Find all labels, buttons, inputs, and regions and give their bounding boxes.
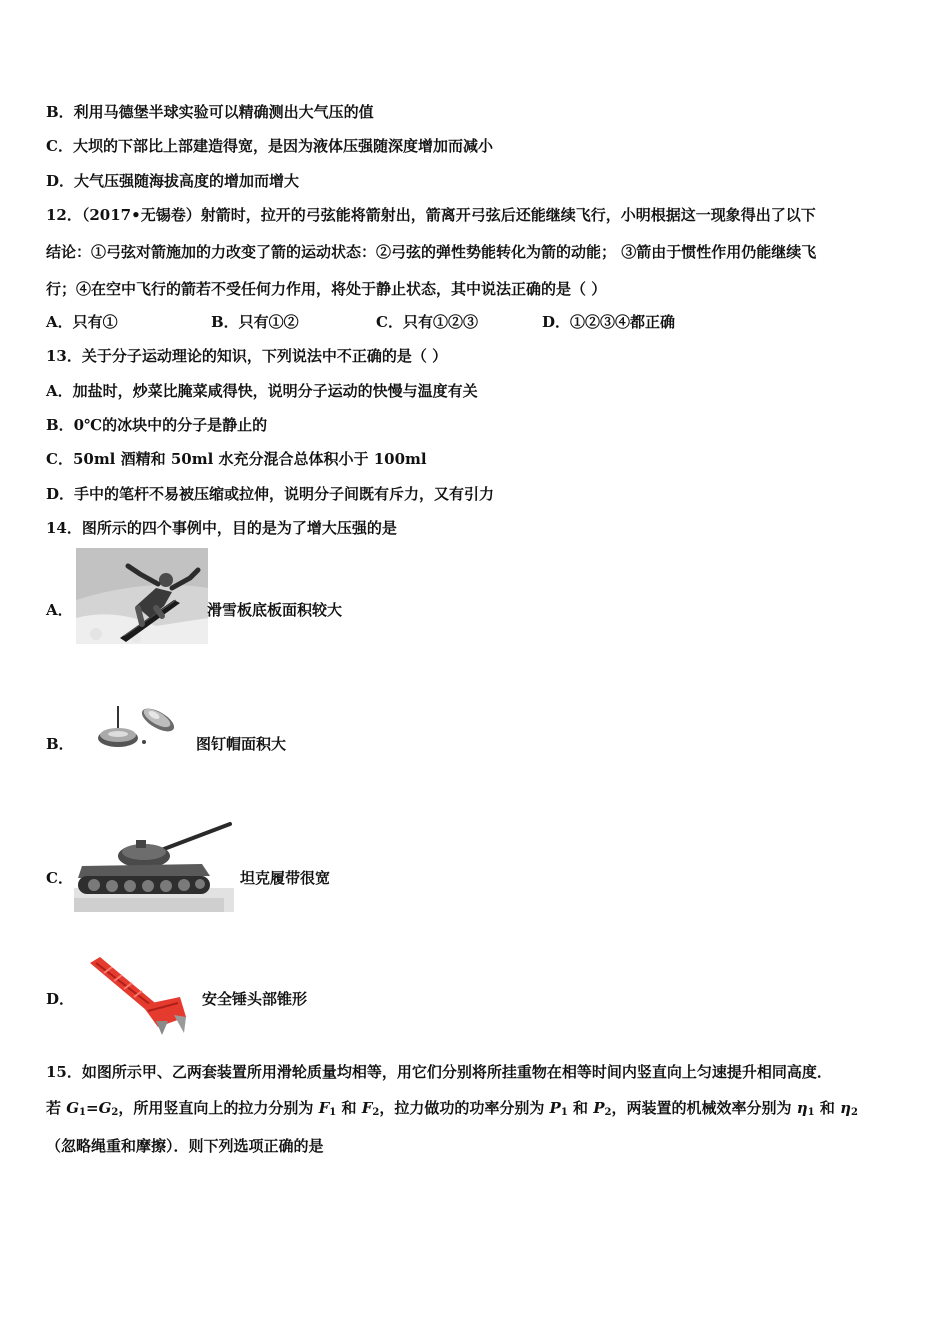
- q14-label-d: D．: [46, 990, 75, 1008]
- q14-caption-c: 坦克履带很宽: [240, 869, 331, 887]
- q14-stem: 14．图所示的四个事例中，目的是为了增大压强的是: [46, 519, 397, 537]
- q13-option-a: A．加盐时，炒菜比腌菜咸得快，说明分子运动的快慢与温度有关: [46, 382, 478, 400]
- q12-option-a: A．只有①: [46, 313, 118, 331]
- q14-caption-d: 安全锤头部锥形: [202, 990, 308, 1008]
- q11-option-d: D．大气压强随海拔高度的增加而增大: [46, 172, 300, 190]
- q12-stem-line1: 12．（2017•无锡卷）射箭时，拉开的弓弦能将箭射出，箭离开弓弦后还能继续飞行，小明根据这一现象得出了以下: [46, 206, 816, 224]
- tank-image: [74, 820, 234, 912]
- q14-label-b: B．: [46, 735, 74, 753]
- symbol-p2: P: [593, 1099, 605, 1117]
- q13-option-b: B．0℃的冰块中的分子是静止的: [46, 416, 268, 434]
- q12-option-b: B．只有①②: [211, 313, 299, 331]
- q13-stem: 13．关于分子运动理论的知识，下列说法中不正确的是（ ）: [46, 347, 448, 365]
- q14-label-a: A．: [46, 601, 73, 619]
- q15-stem-line2: 若 $G_1=G_2$，所用竖直向上的拉力分别为 $F_1$ 和 $F_2$，拉力做功的功率分别为 $P_1$ 和 $P_2$，两装置的机械效率分别为 $\eta_1$ 和 $\eta_2$: [46, 1099, 858, 1118]
- safety-hammer-image: [86, 955, 196, 1035]
- q15-stem-line3: （忽略绳重和摩擦）．则下列选项正确的是: [46, 1137, 324, 1155]
- symbol-eta2: η: [840, 1099, 851, 1117]
- q11-option-c: C．大坝的下部比上部建造得宽，是因为液体压强随深度增加而减小: [46, 137, 493, 155]
- q12-stem-line3: 行；④在空中飞行的箭若不受任何力作用，将处于静止状态，其中说法正确的是（ ）: [46, 280, 607, 298]
- symbol-f2: F: [361, 1099, 373, 1117]
- q11-option-b: B．利用马德堡半球实验可以精确测出大气压的值: [46, 103, 374, 121]
- q14-label-c: C．: [46, 869, 73, 887]
- q12-options: [46, 312, 746, 332]
- symbol-g2: G: [98, 1099, 112, 1117]
- q13-option-d: D．手中的笔杆不易被压缩或拉伸，说明分子间既有斥力，又有引力: [46, 485, 495, 503]
- q12-stem-line2: 结论：①弓弦对箭施加的力改变了箭的运动状态：②弓弦的弹性势能转化为箭的动能； ③箭由于惯性作用仍能继续飞: [46, 243, 817, 261]
- thumbtack-image: [96, 700, 182, 752]
- q15-stem-line1: 15．如图所示甲、乙两套装置所用滑轮质量均相等，用它们分别将所挂重物在相等时间内竖直向上匀速提升相同高度．: [46, 1063, 832, 1081]
- snowboarder-image: [76, 548, 208, 644]
- symbol-f1: F: [318, 1099, 330, 1117]
- symbol-g1: G: [66, 1099, 80, 1117]
- q13-option-c: C．50ml 酒精和 50ml 水充分混合总体积小于 100ml: [46, 450, 427, 468]
- q14-caption-b: 图钉帽面积大: [196, 735, 287, 753]
- q12-option-c: C．只有①②③: [376, 313, 478, 331]
- q14-caption-a: 滑雪板底板面积较大: [207, 601, 343, 619]
- symbol-p1: P: [549, 1099, 561, 1117]
- symbol-eta1: η: [796, 1099, 808, 1117]
- q12-option-d: D．①②③④都正确: [542, 313, 676, 331]
